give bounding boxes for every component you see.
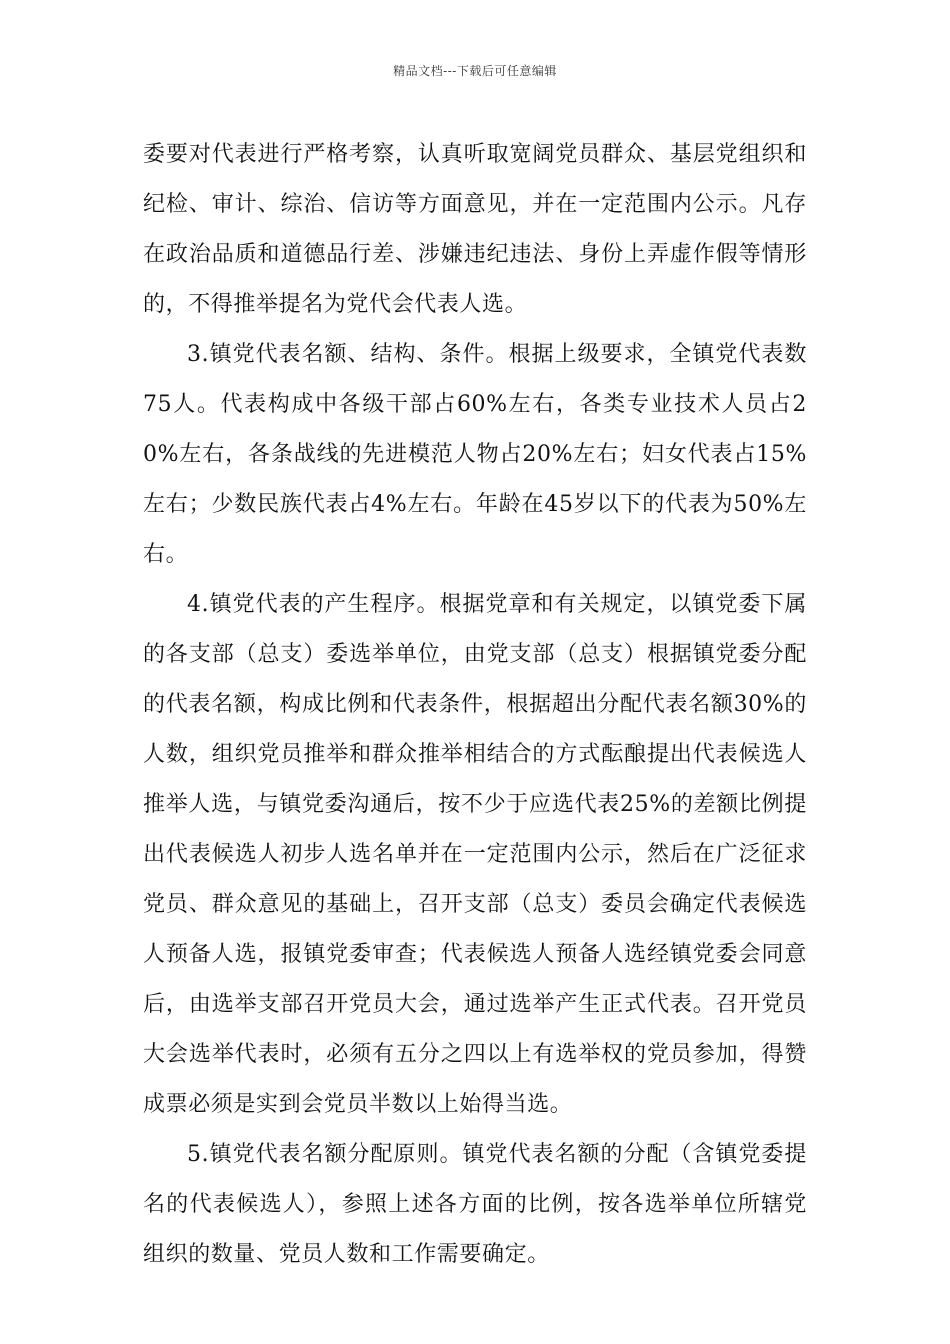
paragraph-continuation: 委要对代表进行严格考察，认真听取宽阔党员群众、基层党组织和纪检、审计、综治、信访等方面意见，并在一定范围内公示。凡存在政治品质和道德品行差、涉嫌违纪违法、身份上弄虚作假等情形的，不得推举提名为党代会代表人选。 xyxy=(143,142,807,317)
paragraph-item-5: 5.镇党代表名额分配原则。镇党代表名额的分配（含镇党委提名的代表候选人），参照上述各方面的比例，按各选举单位所辖党组织的数量、党员人数和工作需要确定。 xyxy=(143,1142,807,1267)
paragraph-item-3: 3.镇党代表名额、结构、条件。根据上级要求，全镇党代表数75人。代表构成中各级干部占60%左右，各类专业技术人员占20%左右，各条战线的先进模范人物占20%左右；妇女代表占15%左右；少数民族代表占4%左右。年龄在45岁以下的代表为50%左右。 xyxy=(143,342,807,567)
document-body xyxy=(143,130,807,1280)
paragraph-item-4: 4.镇党代表的产生程序。根据党章和有关规定，以镇党委下属的各支部（总支）委选举单位，由党支部（总支）根据镇党委分配的代表名额，构成比例和代表条件，根据超出分配代表名额30%的人数，组织党员推举和群众推举相结合的方式酝酿提出代表候选人推举人选，与镇党委沟通后，按不少于应选代表25%的差额比例提出代表候选人初步人选名单并在一定范围内公示，然后在广泛征求党员、群众意见的基础上，召开支部（总支）委员会确定代表候选人预备人选，报镇党委审查；代表候选人预备人选经镇党委会同意后，由选举支部召开党员大会，通过选举产生正式代表。召开党员大会选举代表时，必须有五分之四以上有选举权的党员参加，得赞成票必须是实到会党员半数以上始得当选。 xyxy=(143,592,807,1117)
page-header: 精品文档---下载后可任意编辑 xyxy=(393,64,557,78)
